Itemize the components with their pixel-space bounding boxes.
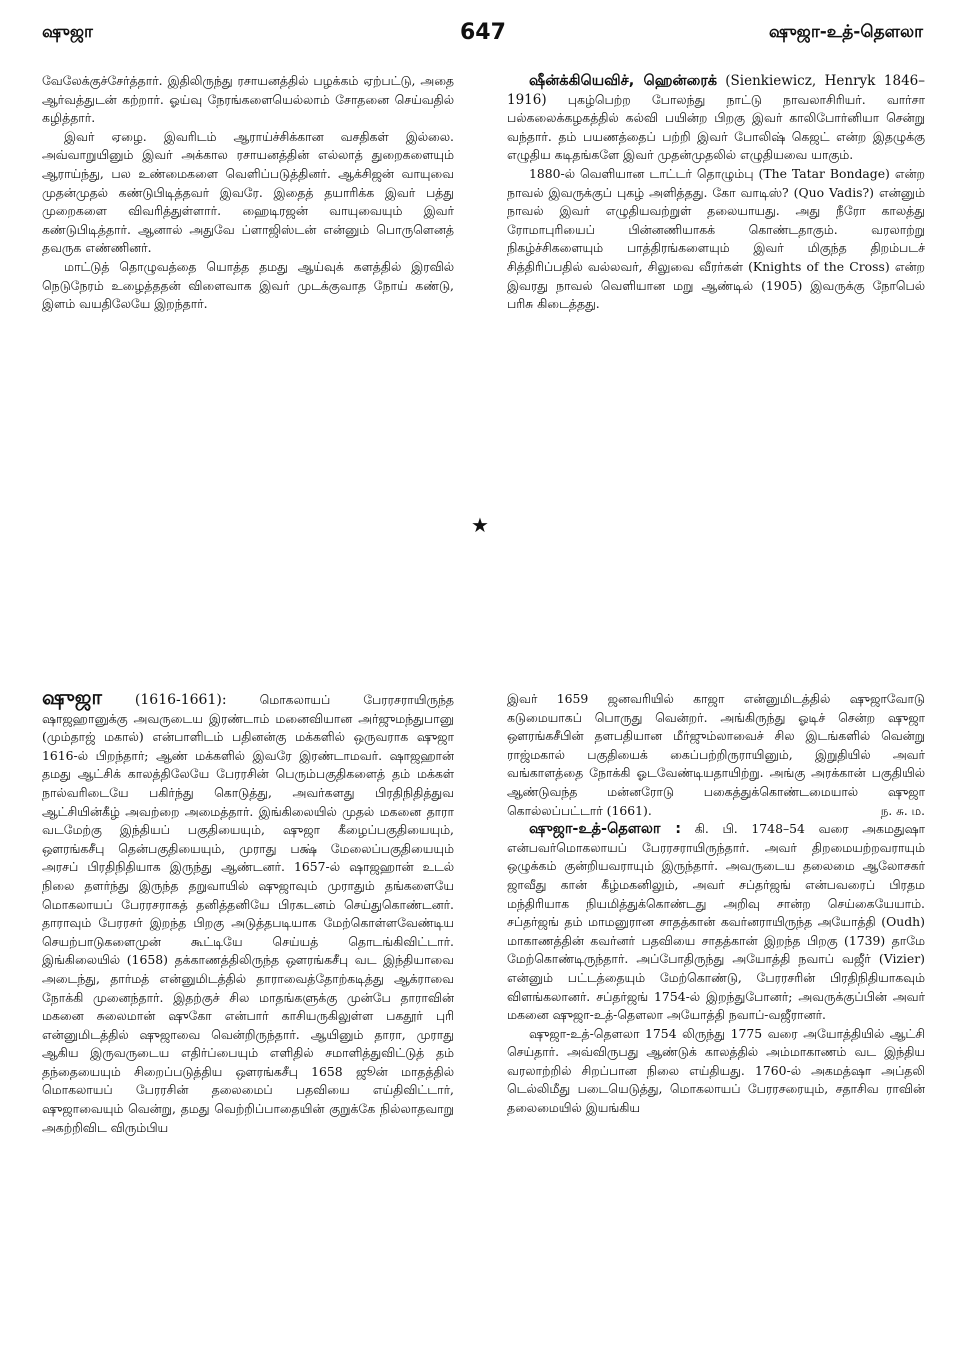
entry-dates: (1616-1661): <box>134 692 227 708</box>
entry-heading: ஷுஜா-உத்-தௌலா : <box>529 821 682 838</box>
section-separator-star: ★ <box>471 513 489 537</box>
column-top-right <box>507 72 925 452</box>
paragraph <box>507 690 925 820</box>
paragraph-text: புகழ்பெற்ற போலந்து நாட்டு நாவலாசிரியர். வார்சா பல்கலைக்கழகத்தில் கல்வி பயின்ற பிறகு இவர் காலிபோர்னியா சென்று வந்தார். தம் பயணத்தைப் பற்றி இவர் போலிஷ் கெஜட் என்ற இதழுக்கு எழுதிய கடிதங்களே இவர் முதன்முதலில் எழுதியவை யாகும். <box>507 91 925 163</box>
entry-shuja-ud-daula <box>507 820 925 1025</box>
page-number: 647 <box>460 20 506 45</box>
entry-heading: ஷுஜா <box>42 688 102 709</box>
entry-heading: ஷீன்க்கியெவிச், ஹென்ரைக் <box>529 73 718 89</box>
entry-heading-latin: (Sienkiewicz, Henryk 1846–1916) <box>507 73 925 108</box>
author-initials: ந. சு. ம. <box>880 803 925 818</box>
running-head-right: ஷுஜா-உத்-தௌலா <box>768 22 923 42</box>
paragraph: 1880-ல் வெளியான டாட்டர் தொழும்பு (The Tatar Bondage) என்ற நாவல் இவருக்குப் புகழ் அளித்தது. கோ வாடிஸ்? (Quo Vadis?) என்னும் நாவல் இவர் எழுதியவற்றுள் தலையாயது. அது நீரோ காலத்து ரோமாபுரியைப் பின்னணியாகக் கொண்டதாகும். வரலாற்று நிகழ்ச்சிகளையும் பாத்திரங்களையும் இவர் மிகுந்த திறம்படச் சித்திரிப்பதில் வல்லவர், சிலுவை வீரர்கள் (Knights of the Cross) என்ற இவரது நாவல் வெளியான மறு ஆண்டில் (1905) இவருக்கு நோபெல் பரிசு கிடைத்தது. <box>507 165 925 312</box>
column-bottom-right <box>507 690 925 1350</box>
paragraph: வேலேக்குச்சேர்த்தார். இதிலிருந்து ரசாயனத்தில் பழக்கம் ஏற்பட்டு, அதை ஆர்வத்துடன் கற்றார். ஓய்வு நேரங்களையெல்லாம் சோதனை செய்வதில் கழித்தார். <box>42 73 454 126</box>
column-bottom-left <box>42 688 454 1348</box>
paragraph-text: மொகலாயப் பேரரசராயிருந்த ஷாஜஹானுக்கு அவருடைய இரண்டாம் மனைவியான அர்ஜுமந்துபானு (மும்தாஜ் மகால்) என்பாளிடம் பதினன்கு மக்களில் ஒருவராக ஷுஜா 1616-ல் பிறந்தார்; ஆண் மக்களில் இவரே இரண்டாமவர். ஷாஜஹான் தமது ஆட்சிக் காலத்திலேயே பேரரசின் பெரும்பகுதிகளைத் தம் மக்கள் நால்வரிடையே பகிர்ந்து கொடுத்து, அவர்களது பிரதிநிதித்துவ ஆட்சியின்கீழ் அவற்றை அமைத்தார். இங்கிலையில் முதல் மகனை தாரா வடமேற்கு இந்தியப் பகுதியையும், ஷுஜா கீழைப்பகுதியையும், ஔரங்கசீபு தென்பகுதியையும், முராது பக்ஷ் மேலைப்பகுதியையும் அரசப் பிரதிநிதியாக இருந்து ஆண்டனர். 1657-ல் ஷாஜஹான் உடல் நிலை தளர்ந்து இருந்த தறுவாயில் ஷுஜாவும் முராதும் தங்களையே மொகலாயப் பேரரசராகத் தனித்தனியே பிரகடனம் செய்துகொண்டனர். தாராவும் பேரரசர் இறந்த பிறகு அடுத்தபடியாக மேற்கொள்ளவேண்டிய செயற்பாடுகளைமுன் கூட்டியே செய்யத் தொடங்கிவிட்டார். இங்கிலையில் (1658) தக்காணத்திலிருந்த ஔரங்கசீபு வட இந்தியாவை அடைந்து, தார்மத் என்னுமிடத்தில் தாராவைத்தோற்கடித்து ஆக்ராவை நோக்கி முனைந்தார். இதற்குச் சில மாதங்களுக்கு முன்பே தாராவின் மகனை சுலைமான் ஷுகோ என்பார் காசியருகிலுள்ள பகதூர் புரி என்னுமிடத்தில் ஷுஜாவை வென்றிருந்தார். ஆயினும் தாரா, முராது ஆகிய இருவருடைய எதிர்ப்பையும் எளிதில் சமாளித்துவிட்டுத் தம் தந்தையையும் சிறைப்படுத்திய ஔரங்கசீபு 1658 ஜூன் மாதத்தில் மொகலாயப் பேரரசின் தலைமைப் பதவியை எய்திவிட்டார், ஷுஜாவையும் வென்று, தமது வெற்றிப்பாதையின் குறுக்கே நில்லாதவாறு அகற்றிவிட விரும்பிய <box>42 692 454 1135</box>
paragraph-text: கி. பி. 1748–54 வரை அகமதுஷா என்பவர்மொகலாயப் பேரரசராயிருந்தார். அவர் திறமையற்றவராயும் ஒழுக்கம் குன்றியவராயும் இருந்தார். அவருடைய தலைமை ஆலோசகர் ஜாவீது கான் கீழ்மகனிலும், அவர் சப்தர்ஜங் என்பவரைப் பிரதம மந்திரியாக நியமித்துக்கொண்டது அறிவு சான்ற செய்கையேயாம். சப்தர்ஜங் தம் மாமனுரான சாதத்கான் கவர்னராயிருந்த அயோத்தி (Oudh) மாகாணத்தின் கவர்னர் பதவியை சாதத்கான் இறந்த பிறகு (1739) தாமே மேற்கொண்டிருந்தார். அப்போதிருந்து அயோத்தி நவாப் வஜீர் (Vizier) என்னும் பட்டத்தையும் மேற்கொண்டு, பேரரசரின் பிரதிநிதியாகவும் விளங்கலானர். சப்தர்ஜங் 1754-ல் இறந்துபோனர்; அவருக்குப்பின் அவர் மகனை ஷுஜா-உத்-தௌலா அயோத்தி நவாப்-வஜீரானர். <box>507 821 925 1023</box>
entry-sienkiewicz <box>507 72 925 165</box>
entry-shuja <box>42 688 454 1137</box>
running-head-left: ஷுஜா <box>42 22 93 42</box>
paragraph: இவர் ஏழை. இவரிடம் ஆராய்ச்சிக்கான வசதிகள் இல்லை. அவ்வாறுயினும் இவர் அக்கால ரசாயனத்தின் எல்லாத் துறைகளையும் ஆராய்ந்து, பல உண்மைகளை வெளிப்படுத்தினர். ஆக்சிஜன் வாயுவை முதன்முதல் கண்டுபிடித்தவர் இவரே. இதைத் தயாரிக்க இவர் பத்து முறைகளை விவரித்துள்ளார். ஹைடிரஜன் வாயுவையும் இவர் கண்டுபிடித்தார். ஆனால் அதுவே ப்ளாஜிஸ்டன் என்னும் பொருளெனத் தவருக எண்ணினர். <box>42 128 454 256</box>
paragraph: ஷுஜா-உத்-தௌலா 1754 லிருந்து 1775 வரை அயோத்தியில் ஆட்சி செய்தார். அவ்விருபது ஆண்டுக் காலத்தில் அம்மாகாணம் வட இந்திய வரலாற்றில் சிறப்பான நிலை எய்தியது. 1760-ல் அகமத்ஷா அப்தலி டெல்லிமீது படையெடுத்து, மொகலாயப் பேரரசரையும், சதாசிவ ராவின் தலைமையில் இயங்கிய <box>507 1025 925 1116</box>
column-top-left <box>42 72 454 432</box>
paragraph: மாட்டுத் தொழுவத்தை யொத்த தமது ஆய்வுக் களத்தில் இரவில் நெடுநேரம் உழைத்ததன் விளைவாக இவர் முடக்குவாத நோய் கண்டு, இளம் வயதிலேயே இறந்தார். <box>42 258 454 312</box>
paragraph-text: இவர் 1659 ஜனவரியில் காஜா என்னுமிடத்தில் ஷுஜாவோடு கடுமையாகப் பொருது வென்றர். அங்கிருந்து ஓடிச் சென்ற ஷுஜா ஔரங்கசீபின் தளபதியான மீர்ஜும்லாவைச் சில இடங்களில் வென்று ராஜ்மகால் பகுதியைக் கைப்பற்றிருராயினும், இறுதியில் அவர் வங்காளத்தை நோக்கி ஓடவேண்டியதாயிற்று. அங்கு அரக்கான் பகுதியில் ஆண்டுவந்த மன்னரோடு பகைத்துக்கொண்டமையால் ஷுஜா கொல்லப்பட்டார் (1661). <box>507 691 925 818</box>
